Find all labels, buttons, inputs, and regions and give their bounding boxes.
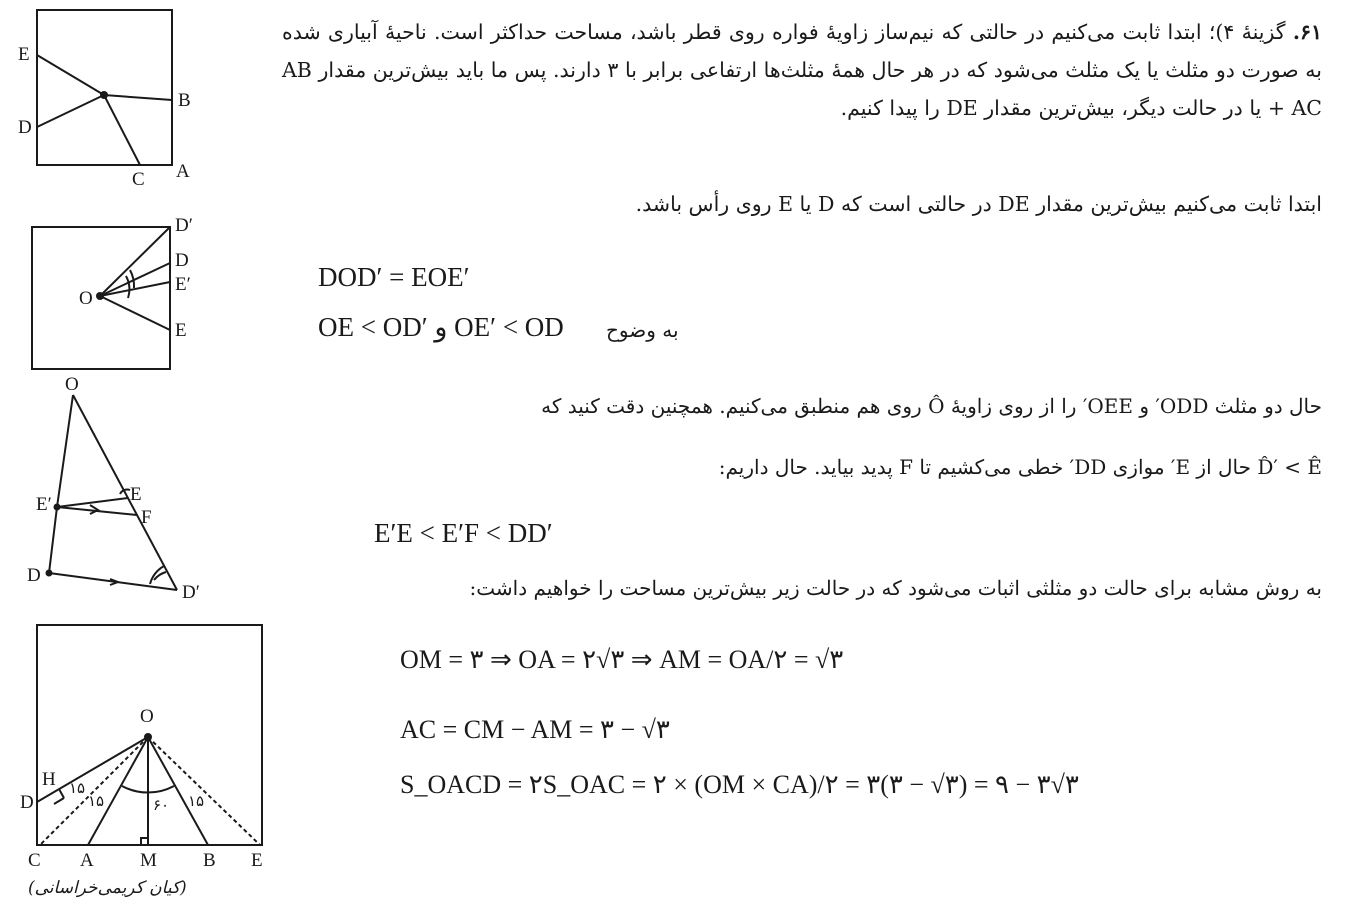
svg-text:A: A (80, 850, 94, 871)
figure-4 (20, 625, 263, 871)
svg-text:O: O (140, 706, 154, 727)
text-triangles: حال دو مثلث ODD′ و OEE′ را از روی زاویهٔ Ô روی هم منطبق می‌کنیم. همچنین دقت کنید که (541, 394, 1322, 418)
text-similar: به روش مشابه برای حالت دو مثلثی اثبات می‌شود که در حالت زیر بیش‌ترین مساحت را خواهیم داشت: (469, 576, 1322, 600)
problem-number: ۶۱. (1292, 20, 1322, 44)
equation-chain: E′E < E′F < DD′ (374, 518, 553, 548)
equation-3: S_OACD = ۲S_OAC = ۲ × (OM × CA)/۲ = ۳(۳ − √۳) = ۹ − ۳√۳ (400, 770, 1079, 799)
svg-text:E: E (130, 484, 142, 505)
solution-text-1: گزینهٔ ۴)؛ ابتدا ثابت می‌کنیم در حالتی که نیم‌ساز زاویهٔ فواره روی قطر باشد، مساحت حداکثر است. ناحیهٔ آبیاری شده به صورت دو مثلث یا یک مثلث می‌شود که در هر حال همهٔ مثلث‌ها ارتفاعی برابر با ۳ دارند. پس ما باید بیش‌ترین مقدار AB + AC یا در حالت دیگر، بیش‌ترین مقدار DE را پیدا کنیم. (282, 20, 1322, 120)
equation-1: OM = ۳ ⇒ OA = ۲√۳ ⇒ AM = OA/۲ = √۳ (400, 645, 844, 674)
svg-text:D′: D′ (182, 582, 200, 603)
svg-text:E′: E′ (175, 274, 191, 295)
inequalities-prefix: به وضوح (606, 318, 679, 342)
figure-1 (18, 10, 191, 190)
svg-text:D: D (27, 565, 41, 586)
figure-3 (27, 374, 200, 603)
svg-text:M: M (140, 850, 157, 871)
figures-column (0, 0, 290, 880)
svg-text:O: O (79, 288, 93, 309)
svg-text:C: C (28, 850, 41, 871)
svg-text:E: E (18, 44, 30, 65)
svg-text:D: D (18, 117, 32, 138)
svg-text:۱۵: ۱۵ (69, 781, 86, 797)
svg-text:O: O (65, 374, 79, 395)
svg-text:A: A (176, 161, 190, 182)
svg-text:۱۵: ۱۵ (188, 794, 205, 810)
svg-text:F: F (141, 507, 152, 528)
svg-text:C: C (132, 169, 145, 190)
solution-paragraph-1 (282, 14, 1322, 128)
svg-text:H: H (42, 769, 56, 790)
svg-text:B: B (203, 850, 216, 871)
svg-text:D: D (20, 792, 34, 813)
figure-2 (32, 215, 193, 369)
svg-text:D: D (175, 250, 189, 271)
figure-credit: (کیان کریمی‌خراسانی) (28, 878, 187, 898)
svg-text:۶۰: ۶۰ (153, 798, 170, 814)
solution-paragraph-2: ابتدا ثابت می‌کنیم بیش‌ترین مقدار DE در حالتی است که D یا E روی رأس باشد. (635, 192, 1322, 216)
equation-angles: DOD′ = EOE′ (318, 262, 470, 292)
svg-text:۱۵: ۱۵ (88, 794, 105, 810)
equation-2: AC = CM − AM = ۳ − √۳ (400, 715, 670, 744)
svg-text:E: E (251, 850, 263, 871)
equation-inequalities: OE < OD′ و OE′ < OD (318, 312, 564, 342)
text-parallel: D̂′ < Ê حال از E′ موازی DD′ خطی می‌کشیم تا F پدید بیاید. حال داریم: (718, 455, 1322, 479)
svg-text:E: E (175, 320, 187, 341)
svg-text:D′: D′ (175, 215, 193, 236)
svg-text:B: B (178, 90, 191, 111)
svg-text:E′: E′ (36, 494, 52, 515)
